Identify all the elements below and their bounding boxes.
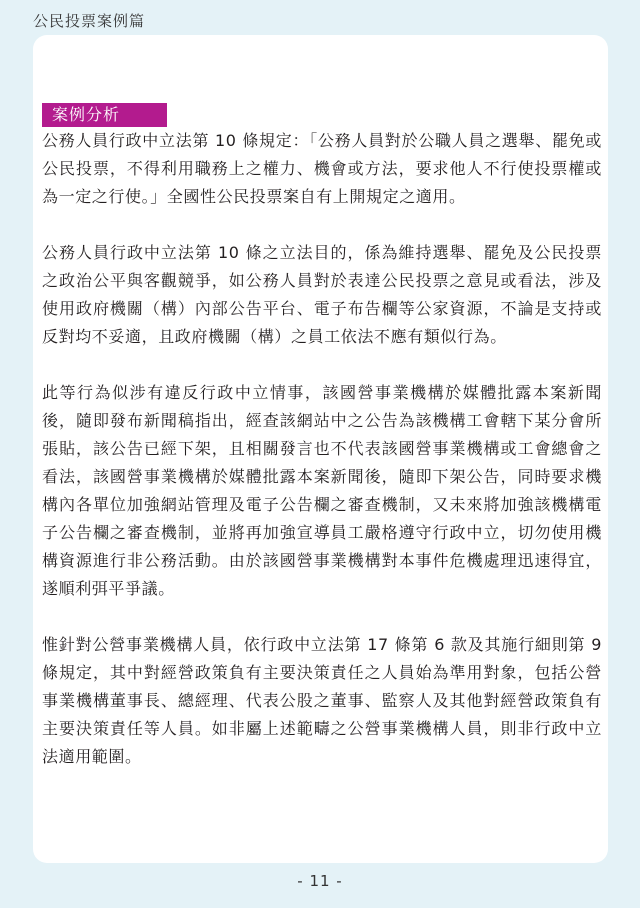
paragraph: 惟針對公營事業機構人員，依行政中立法第 17 條第 6 款及其施行細則第 9 條規定，其中對經營政策負有主要決策責任之人員始為準用對象，包括公營事業機構董事長、總經理、代表公股之董事、監察人及其他對經營政策負有主要決策責任等人員。如非屬上述範疇之公營事業機構人員，則非行政中立法適用範圍。: [42, 635, 602, 766]
content-card: [33, 35, 608, 863]
paragraph: 公務人員行政中立法第 10 條之立法目的，係為維持選舉、罷免及公民投票之政治公平與客觀競爭，如公務人員對於表達公民投票之意見或看法，涉及使用政府機關（構）內部公告平台、電子布告欄等公家資源，不論是支持或反對均不妥適，且政府機關（構）之員工依法不應有類似行為。: [42, 243, 602, 346]
page-number: - 11 -: [297, 872, 343, 890]
section-label: 案例分析: [42, 103, 167, 127]
running-header: 公民投票案例篇: [33, 12, 146, 30]
paragraph: 此等行為似涉有違反行政中立情事，該國營事業機構於媒體批露本案新聞後，隨即發布新聞稿指出，經查該網站中之公告為該機構工會轄下某分會所張貼，該公告已經下架，且相關發言也不代表該國營事業機構或工會總會之看法，該國營事業機構於媒體批露本案新聞後，隨即下架公告，同時要求機構內各單位加強網站管理及電子公告欄之審查機制，又未來將加強該機構電子公告欄之審查機制，並將再加強宣導員工嚴格遵守行政中立，切勿使用機構資源進行非公務活動。由於該國營事業機構對本事件危機處理迅速得宜，遂順利弭平爭議。: [42, 383, 602, 598]
paragraph: 公務人員行政中立法第 10 條規定：「公務人員對於公職人員之選舉、罷免或公民投票，不得利用職務上之權力、機會或方法，要求他人不行使投票權或為一定之行使。」全國性公民投票案自有上開規定之適用。: [42, 131, 602, 206]
body-text: [42, 127, 602, 799]
